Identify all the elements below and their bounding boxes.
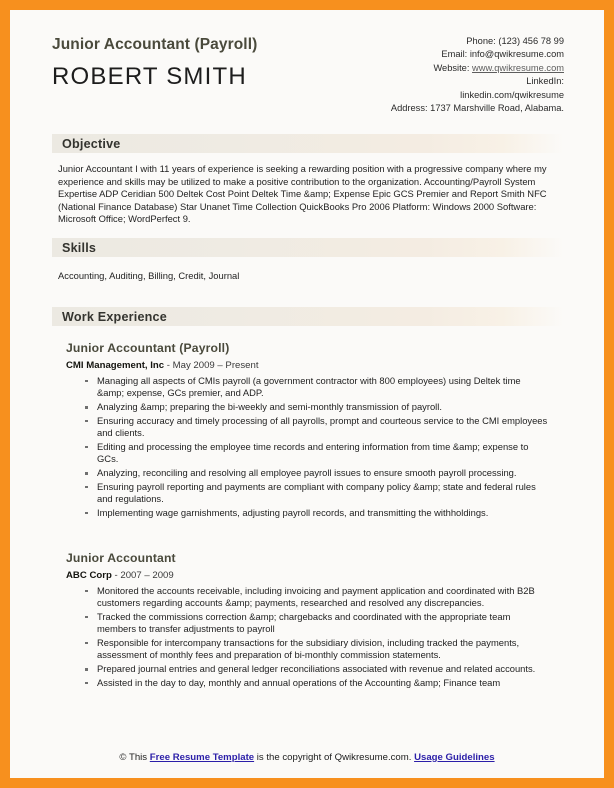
contact-website-link[interactable]: www.qwikresume.com [472,62,564,73]
job-bullet: Managing all aspects of CMIs payroll (a government contractor with 800 employees) using Deltek time &amp; expense, GCs premier, and ADP. [84,375,550,400]
section-title-work-experience: Work Experience [62,309,167,324]
job-bullet: Ensuring payroll reporting and payments are compliant with company policy &amp; state and federal rules and regulations. [84,481,550,506]
job-bullet: Ensuring accuracy and timely processing of all payrolls, prompt and courteous service to the CMI employees and clients. [84,415,550,440]
job-bullet-list [66,375,564,519]
contact-linkedin-label: LinkedIn: [526,76,564,87]
job-bullet: Monitored the accounts receivable, including invoicing and payment application and coordinated with B2B customers regarding accounts &amp; payments, researched and resolved any discrepancies. [84,585,550,610]
header-role-title: Junior Accountant (Payroll) [52,36,258,53]
skills-text: Accounting, Auditing, Billing, Credit, Journal [58,270,240,282]
objective-text: Junior Accountant I with 11 years of experience is seeking a rewarding position with a progressive company where my experience and skills may be utilized to make a positive contribution to the organization. Accounting/Payroll System Expertise ADP Ceridian 500 Deltek Cost Point Deltek Time &amp; Expense Epic GCS Premier and Report Smith NFC (National Finance Database) Star Unanet Time Collection QuickBooks Pro 2006 Platform: Windows 2000 Software: Microsoft Office; WordPerfect 9. [58,163,547,225]
job-meta [66,570,564,581]
resume-content [10,10,604,778]
footer-copyright [10,751,604,765]
job-bullet-list [66,585,564,689]
footer-text-middle: is the copyright of Qwikresume.com. [254,751,415,763]
job-entry [52,326,564,519]
contact-website-label: Website: [433,62,470,73]
section-header-objective [52,134,564,153]
job-bullet: Prepared journal entries and general ledger reconciliations associated with revenue and related accounts. [84,663,550,675]
contact-phone: Phone: (123) 456 78 99 [466,36,564,46]
contact-block [391,32,564,115]
job-bullet: Implementing wage garnishments, adjusting payroll records, and transmitting the withholdings. [84,507,550,519]
usage-guidelines-link[interactable]: Usage Guidelines [414,751,495,763]
job-title: Junior Accountant (Payroll) [66,340,230,355]
header-identity [52,32,257,91]
contact-address: Address: 1737 Marshville Road, Alabama. [390,103,564,114]
candidate-name: ROBERT SMITH [52,63,247,90]
footer-text-before: This [126,751,150,763]
job-bullet: Editing and processing the employee time records and entering information from time &amp; expense to GCs. [84,441,550,466]
copyright-symbol: © [119,751,127,763]
job-meta [66,360,564,371]
free-resume-template-link[interactable]: Free Resume Template [149,751,255,763]
job-dates: - May 2009 – Present [166,359,259,371]
resume-header [52,32,564,121]
job-bullet: Analyzing &amp; preparing the bi-weekly and semi-monthly transmission of payroll. [84,401,550,413]
section-title-skills: Skills [62,241,97,256]
job-company: CMI Management, Inc [66,359,165,371]
job-entry [52,521,564,689]
contact-email: Email: info@qwikresume.com [441,49,564,60]
resume-page [10,10,604,778]
section-header-skills [52,238,564,257]
job-title: Junior Accountant [66,550,176,565]
job-bullet: Tracked the commissions correction &amp; chargebacks and coordinated with the appropriate team members to transfer adjustments to payroll [84,611,550,636]
section-header-work-experience [52,307,564,326]
contact-linkedin-url[interactable]: linkedin.com/qwikresume [460,89,564,100]
job-company: ABC Corp [66,569,112,581]
job-bullet: Analyzing, reconciling and resolving all employee payroll issues to ensure smooth payroll processing. [84,467,550,479]
job-bullet: Responsible for intercompany transactions for the subsidiary division, including tracked the payments, assessment of monthly fees and preparation of bi-monthly commission statements. [84,637,550,662]
contact-website [391,62,564,75]
job-bullet: Assisted in the day to day, monthly and annual operations of the Accounting &amp; Finance team [84,677,550,689]
section-title-objective: Objective [62,137,121,152]
job-dates: - 2007 – 2009 [114,569,174,581]
